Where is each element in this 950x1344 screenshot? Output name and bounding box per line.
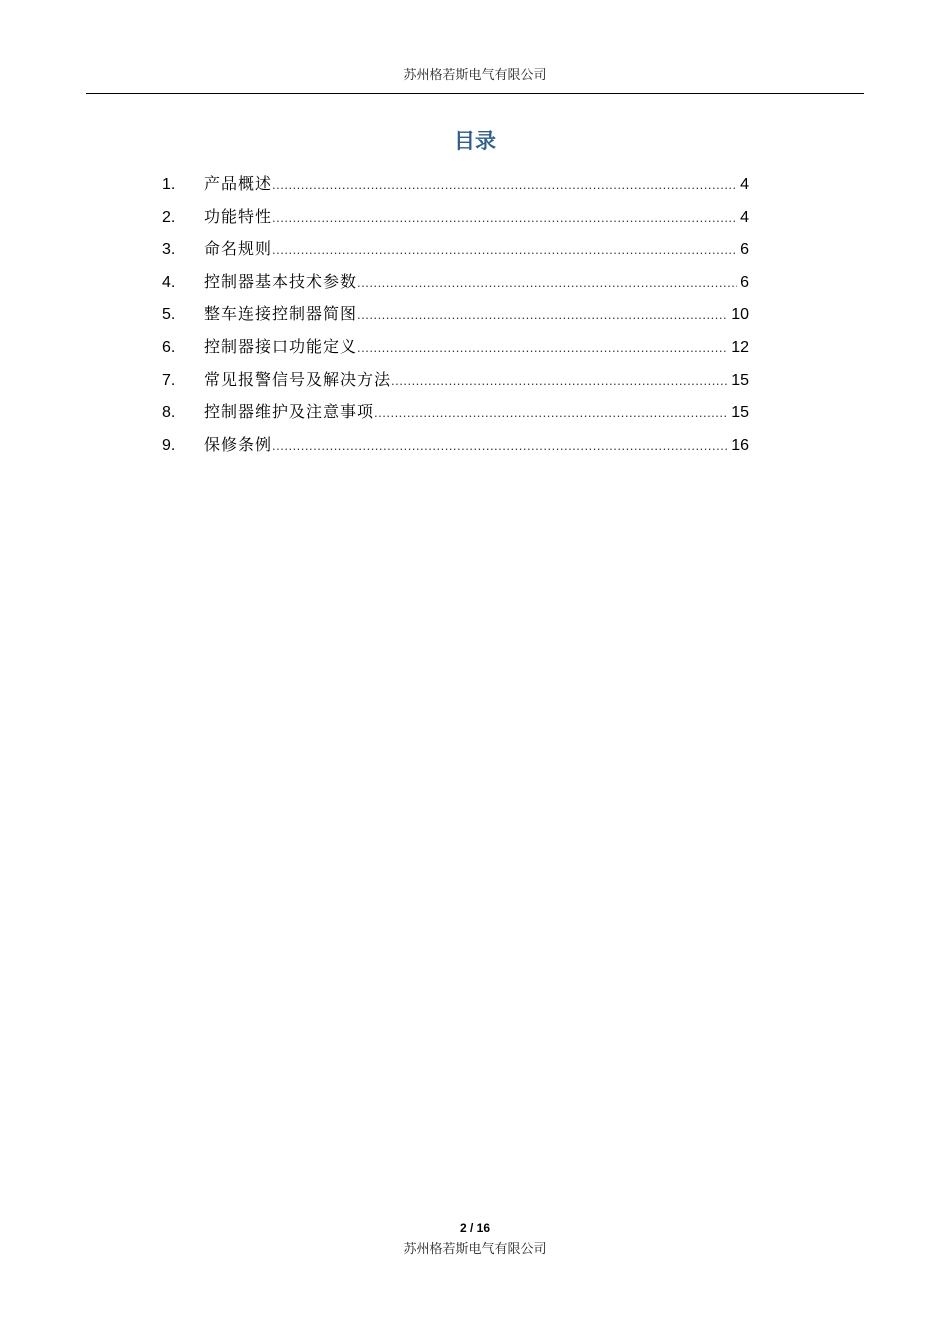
toc-dot-leader (272, 171, 737, 199)
toc-entry-page[interactable]: 10 (731, 306, 749, 324)
toc-entry[interactable] (162, 398, 749, 431)
toc-entry-page[interactable]: 15 (731, 404, 749, 422)
toc-entry[interactable] (162, 203, 749, 236)
toc-entry-title[interactable]: 命名规则 (204, 239, 273, 259)
toc-entry-title[interactable]: 整车连接控制器简图 (204, 304, 358, 324)
toc-entry-page[interactable]: 4 (740, 176, 749, 193)
toc-entry-page[interactable]: 15 (731, 371, 749, 389)
header-divider (86, 93, 864, 94)
toc-title: 目录 (454, 129, 496, 153)
toc-entry-page[interactable]: 4 (740, 208, 749, 226)
page-number-indicator: 2 / 16 (459, 1221, 491, 1235)
toc-entry[interactable] (162, 333, 749, 366)
toc-dot-leader (374, 399, 728, 427)
toc-entry-title[interactable]: 控制器接口功能定义 (204, 336, 358, 356)
toc-entry-title[interactable]: 功能特性 (204, 206, 273, 226)
toc-entry-title[interactable]: 常见报警信号及解决方法 (204, 369, 392, 389)
toc-entry[interactable] (162, 300, 749, 333)
toc-entry-title[interactable]: 产品概述 (204, 174, 273, 193)
toc-entry-page[interactable]: 6 (740, 273, 749, 291)
toc-entry-title[interactable]: 控制器维护及注意事项 (204, 402, 375, 422)
page-footer-company: 苏州格若斯电气有限公司 (403, 1242, 547, 1257)
toc-dot-leader (272, 236, 737, 264)
toc-entry-title[interactable]: 控制器基本技术参数 (204, 271, 358, 291)
toc-entry[interactable] (162, 431, 749, 464)
toc-entry[interactable] (162, 366, 749, 399)
toc-dot-leader (391, 367, 728, 395)
toc-entry-number: 8. (162, 404, 176, 422)
toc-entry-title[interactable]: 保修条例 (204, 434, 273, 454)
toc-entry-number: 5. (162, 306, 176, 324)
toc-entry-number: 7. (162, 371, 176, 389)
toc-dot-leader (272, 432, 728, 460)
toc-entry-number: 6. (162, 338, 176, 356)
table-of-contents (162, 170, 749, 463)
toc-entry[interactable] (162, 268, 749, 301)
toc-entry-page[interactable]: 16 (731, 436, 749, 454)
toc-dot-leader (357, 334, 728, 362)
toc-entry-number: 1. (162, 176, 176, 193)
toc-entry-number: 2. (162, 208, 176, 226)
toc-dot-leader (272, 204, 737, 232)
toc-entry[interactable] (162, 235, 749, 268)
toc-entry-page[interactable]: 12 (731, 338, 749, 356)
toc-entry-page[interactable]: 6 (740, 241, 749, 259)
toc-entry-number: 3. (162, 241, 176, 259)
page-header-company: 苏州格若斯电气有限公司 (403, 68, 547, 83)
toc-entry-number: 4. (162, 273, 176, 291)
toc-dot-leader (357, 301, 728, 329)
toc-entry-number: 9. (162, 436, 176, 454)
toc-dot-leader (357, 269, 737, 297)
toc-entry[interactable] (162, 170, 749, 203)
